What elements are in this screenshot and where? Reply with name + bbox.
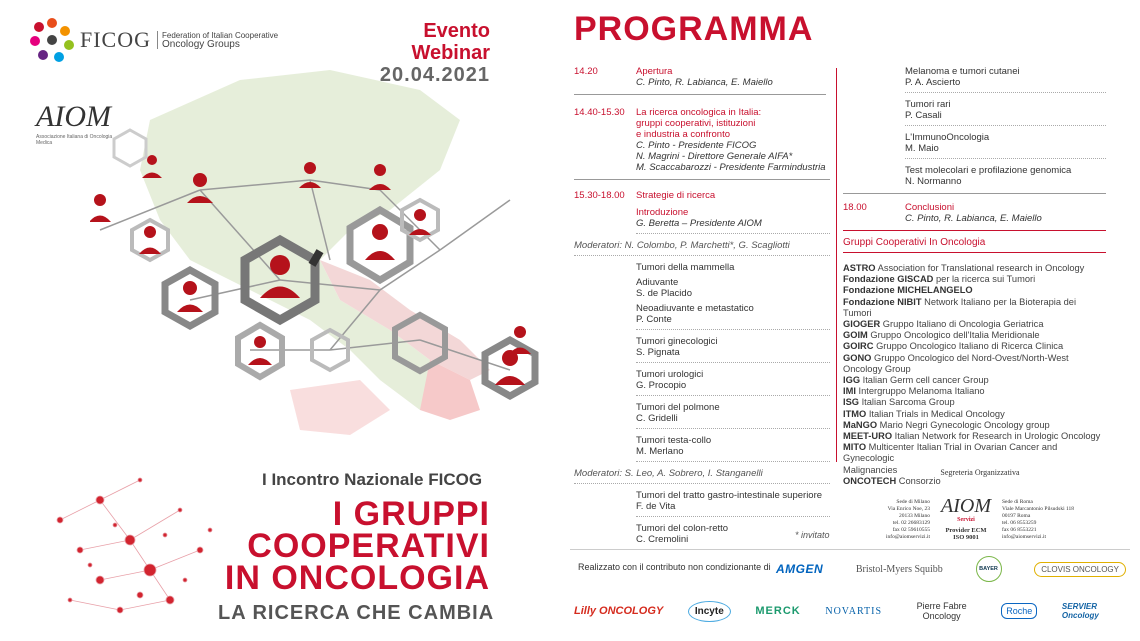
sponsor-lilly: Lilly ONCOLOGY bbox=[574, 605, 664, 617]
program-column-1 bbox=[574, 66, 830, 545]
topic-speaker: P. Casali bbox=[905, 110, 942, 121]
address-line: 20133 Milano bbox=[898, 513, 930, 519]
address-line: tel. 02 26683129 bbox=[892, 520, 930, 526]
address-line: tel. 06 8553259 bbox=[1002, 520, 1037, 526]
webinar-label: Webinar bbox=[411, 42, 490, 64]
gruppi-abbr: MITO bbox=[843, 442, 867, 453]
intro-title: Introduzione bbox=[636, 207, 689, 218]
topic-speaker: C. Cremolini bbox=[636, 534, 689, 545]
gruppi-item bbox=[843, 274, 1106, 285]
divider bbox=[843, 193, 1106, 194]
gruppi-abbr: GOIM bbox=[843, 330, 868, 341]
speaker: N. Magrini - Direttore Generale AIFA* bbox=[636, 151, 793, 162]
gruppi-item bbox=[843, 353, 1106, 364]
session-strategie bbox=[574, 190, 830, 229]
topic-list-1 bbox=[636, 262, 830, 457]
gruppi-name: Gruppo Italiano di Oncologia Geriatrica bbox=[880, 319, 1044, 330]
address-line: fax 02 59610555 bbox=[892, 527, 930, 533]
event-title-line-1: I GRUPPI bbox=[332, 495, 490, 533]
session-time: 18.00 bbox=[843, 202, 867, 213]
topic-speaker: S. de Placido bbox=[636, 288, 692, 299]
gruppi-name: Gruppo Oncologico dell'Italia Meridionale bbox=[867, 330, 1040, 341]
topic-speaker: P. A. Ascierto bbox=[905, 77, 961, 88]
divider bbox=[843, 230, 1106, 231]
gruppi-item bbox=[843, 319, 1106, 330]
gruppi-name: Mario Negri Gynecologic Oncology group bbox=[877, 419, 1050, 430]
gruppi-abbr: ONCOTECH bbox=[843, 475, 897, 486]
aiom-servizi-sub: Servizi bbox=[957, 517, 975, 523]
gruppi-item bbox=[843, 386, 1106, 397]
session-time: 14.40-15.30 bbox=[574, 107, 625, 118]
sponsor-roche: Roche bbox=[1001, 603, 1037, 619]
gruppi-item bbox=[843, 330, 1106, 341]
event-date: 20.04.2021 bbox=[379, 64, 490, 86]
gruppi-abbr: ASTRO bbox=[843, 263, 876, 273]
topic: Tumori rari bbox=[905, 99, 951, 110]
gruppi-name: Intergruppo Melanoma Italiano bbox=[855, 386, 985, 397]
topic-sub: Neoadiuvante e metastatico bbox=[636, 303, 754, 314]
sponsor-bayer: BAYER bbox=[976, 556, 1002, 582]
address-line: fax 06 8553221 bbox=[1002, 527, 1037, 533]
topic-sub: Adiuvante bbox=[636, 277, 679, 288]
sponsor-merck: MERCK bbox=[755, 605, 801, 617]
gruppi-abbr: MaNGO bbox=[843, 419, 878, 430]
gruppi-list bbox=[843, 263, 1106, 487]
person-icon bbox=[139, 226, 161, 254]
gruppi-abbr: Fondazione GISCAD bbox=[843, 274, 934, 285]
ficog-sub-2: Oncology Groups bbox=[162, 39, 240, 50]
topic: L'ImmunoOncologia bbox=[905, 132, 990, 143]
topic-speaker: S. Pignata bbox=[636, 347, 680, 358]
divider bbox=[574, 94, 826, 95]
address-line: Sede di Milano bbox=[896, 499, 930, 505]
session-speakers: C. Pinto, R. Labianca, E. Maiello bbox=[636, 77, 773, 88]
topic: Melanoma e tumori cutanei bbox=[905, 66, 1020, 77]
gruppi-name: Italian Trials in Medical Oncology bbox=[866, 408, 1005, 419]
gruppi-name: Oncology Group bbox=[843, 363, 911, 374]
sponsor-novartis: NOVARTIS bbox=[825, 605, 883, 617]
gruppi-abbr: ITMO bbox=[843, 408, 867, 419]
column-divider bbox=[836, 68, 837, 462]
moderators-2: Moderatori: S. Leo, A. Sobrero, I. Stanganelli bbox=[574, 468, 763, 479]
topic-list-3 bbox=[905, 66, 1106, 187]
gruppi-abbr: IGG bbox=[843, 375, 861, 386]
divider bbox=[636, 428, 830, 429]
divider bbox=[905, 92, 1106, 93]
topic: Tumori del colon-retto bbox=[636, 523, 729, 534]
programma-title: PROGRAMMA bbox=[574, 10, 814, 48]
topic-speaker: F. de Vita bbox=[636, 501, 676, 512]
sponsor-intro: Realizzato con il contributo non condizionante di bbox=[578, 562, 771, 572]
sponsor-bms: Bristol-Myers Squibb bbox=[855, 563, 943, 575]
aiom-servizi-name: AIOM bbox=[941, 495, 991, 517]
evento-label: Evento bbox=[423, 20, 490, 42]
ficog-subtitle bbox=[157, 31, 278, 49]
gruppi-abbr: IMI bbox=[843, 386, 856, 397]
sponsor-amgen: AMGEN bbox=[776, 562, 824, 576]
gruppi-name: Italian Sarcoma Group bbox=[859, 397, 955, 408]
topic: Tumori ginecologici bbox=[636, 336, 718, 347]
gruppi-abbr: Fondazione MICHELANGELO bbox=[843, 285, 973, 296]
session-title-3: e industria a confronto bbox=[636, 129, 731, 140]
session-speakers: C. Pinto, R. Labianca, E. Maiello bbox=[905, 213, 1042, 224]
person-icon bbox=[90, 194, 111, 222]
topic: Tumori urologici bbox=[636, 369, 704, 380]
session-time: 15.30-18.00 bbox=[574, 190, 625, 201]
topic-speaker: P. Conte bbox=[636, 314, 672, 325]
topic-speaker: C. Gridelli bbox=[636, 413, 678, 424]
topic-speaker: M. Maio bbox=[905, 143, 939, 154]
aiom-servizi-logo bbox=[936, 495, 996, 541]
session-title: Conclusioni bbox=[905, 202, 955, 213]
divider bbox=[574, 255, 830, 256]
iso-cert: ISO 9001 bbox=[953, 534, 979, 541]
topic-speaker: M. Merlano bbox=[636, 446, 684, 457]
gruppi-name: Association for Translational research in Oncology bbox=[875, 263, 1085, 273]
topic: Test molecolari e profilazione genomica bbox=[905, 165, 1072, 176]
gruppi-name: Gruppo Oncologico Italiano di Ricerca Clinica bbox=[873, 341, 1064, 352]
gruppi-name: Italian Network for Research in Urologic Oncology bbox=[892, 431, 1101, 442]
address-line: Via Enrico Noe, 23 bbox=[887, 506, 930, 512]
topic: Tumori del polmone bbox=[636, 402, 720, 413]
divider bbox=[636, 461, 830, 462]
gruppi-item bbox=[843, 341, 1106, 352]
gruppi-name: Multicenter Italian Trial in Ovarian Cancer and Gynecologic bbox=[843, 442, 1058, 464]
gruppi-item bbox=[843, 409, 1106, 420]
sponsor-divider bbox=[570, 549, 1130, 550]
sponsor-pierre-fabre: Pierre Fabre Oncology bbox=[916, 601, 967, 621]
person-icon bbox=[177, 281, 203, 312]
address-line: info@aiomservizi.it bbox=[885, 534, 930, 540]
molecule-decoration bbox=[40, 400, 240, 640]
sponsor-row-1 bbox=[776, 559, 1126, 579]
moderators-1: Moderatori: N. Colombo, P. Marchetti*, G. Scagliotti bbox=[574, 240, 790, 251]
gruppi-abbr: GIOGER bbox=[843, 319, 881, 330]
divider bbox=[574, 483, 830, 484]
divider bbox=[636, 233, 830, 234]
gruppi-name: per la ricerca sui Tumori bbox=[933, 274, 1036, 285]
topic: Tumori testa-collo bbox=[636, 435, 712, 446]
gruppi-abbr: MEET-URO bbox=[843, 431, 893, 442]
gruppi-item bbox=[843, 364, 1106, 375]
ficog-name: FICOG bbox=[80, 27, 152, 52]
gruppi-name: Consorzio bbox=[896, 475, 941, 486]
gruppi-abbr: Fondazione NIBIT bbox=[843, 296, 922, 307]
event-title-line-3: IN ONCOLOGIA bbox=[224, 559, 490, 597]
address-line: 00197 Roma bbox=[1002, 513, 1031, 519]
divider bbox=[636, 395, 830, 396]
gruppi-title: Gruppi Cooperativi In Oncologia bbox=[843, 237, 986, 248]
provider-ecm: Provider ECM bbox=[945, 527, 987, 534]
divider bbox=[636, 329, 830, 330]
speaker: M. Scaccabarozzi - Presidente Farmindustria bbox=[636, 162, 826, 173]
gruppi-abbr: GONO bbox=[843, 352, 872, 363]
divider bbox=[905, 125, 1106, 126]
session-title-2: gruppi cooperativi, istituzioni bbox=[636, 118, 756, 129]
topic: Tumori della mammella bbox=[636, 262, 735, 273]
event-edition: I Incontro Nazionale FICOG bbox=[262, 470, 483, 489]
gruppi-abbr: ISG bbox=[843, 397, 860, 408]
gruppi-item bbox=[843, 431, 1106, 442]
segreteria-title: Segreteria Organizzativa bbox=[940, 468, 1020, 477]
ficog-logo-icon bbox=[30, 18, 74, 62]
topic: Tumori del tratto gastro-intestinale superiore bbox=[636, 490, 823, 501]
address-line: info@aiomservizi.it bbox=[1002, 534, 1047, 540]
gruppi-item bbox=[843, 442, 1106, 464]
divider bbox=[905, 158, 1106, 159]
gruppi-name: Italian Germ cell cancer Group bbox=[860, 375, 989, 386]
address-line: Viale Marcantonio Pilsudski 118 bbox=[1002, 506, 1075, 512]
gruppi-item bbox=[843, 285, 1106, 296]
gruppi-item bbox=[843, 375, 1106, 386]
event-title bbox=[224, 495, 490, 597]
map-sicily bbox=[290, 380, 390, 435]
topic-speaker: G. Procopio bbox=[636, 380, 687, 391]
gruppi-abbr: GOIRC bbox=[843, 341, 874, 352]
gruppi-name: Network Italiano per la Bioterapia dei Tumori bbox=[843, 296, 1077, 318]
session-title-1: La ricerca oncologica in Italia: bbox=[636, 107, 762, 118]
sponsor-servier: SERVIER Oncology bbox=[1061, 602, 1099, 620]
session-ricerca bbox=[574, 107, 830, 173]
intro-speaker: G. Beretta – Presidente AIOM bbox=[636, 218, 762, 229]
ficog-logo bbox=[30, 18, 278, 62]
session-conclusioni bbox=[843, 202, 1106, 224]
gruppi-item bbox=[843, 263, 1106, 274]
gruppi-item bbox=[843, 297, 1106, 319]
segreteria-milano bbox=[855, 495, 930, 541]
left-panel bbox=[0, 0, 560, 641]
session-title: Strategie di ricerca bbox=[636, 190, 716, 201]
ficog-sub-1: Federation of Italian Cooperative bbox=[162, 31, 279, 40]
invitato-note: * invitato bbox=[795, 530, 830, 540]
divider bbox=[636, 516, 830, 517]
aiom-name: AIOM bbox=[36, 100, 111, 133]
topic-speaker: N. Normanno bbox=[905, 176, 962, 187]
event-title-line-2: COOPERATIVI bbox=[247, 527, 490, 565]
gruppi-name: Gruppo Oncologico del Nord-Ovest/North-West bbox=[871, 352, 1069, 363]
session-title: Apertura bbox=[636, 66, 673, 77]
sponsor-incyte: Incyte bbox=[688, 601, 731, 622]
sponsor-clovis: CLOVIS ONCOLOGY bbox=[1034, 562, 1126, 577]
address-line: Sede di Roma bbox=[1002, 499, 1033, 505]
gruppi-name: Malignancies bbox=[843, 464, 898, 475]
gruppi-divider bbox=[843, 252, 1106, 253]
segreteria-roma bbox=[1002, 495, 1102, 541]
event-subtitle: LA RICERCA CHE CAMBIA bbox=[218, 602, 495, 624]
session-opening bbox=[574, 66, 830, 88]
gruppi-item bbox=[843, 420, 1106, 431]
sponsor-row-2 bbox=[574, 596, 1122, 626]
session-time: 14.20 bbox=[574, 66, 598, 77]
speaker: C. Pinto - Presidente FICOG bbox=[636, 140, 757, 151]
divider bbox=[636, 362, 830, 363]
divider bbox=[574, 179, 830, 180]
person-icon bbox=[365, 224, 395, 260]
segreteria-block bbox=[855, 468, 1105, 541]
aiom-subtitle: Associazione Italiana di Oncologia Medica bbox=[36, 134, 113, 146]
program-column-2 bbox=[843, 66, 1106, 487]
person-icon bbox=[495, 350, 525, 385]
gruppi-item bbox=[843, 397, 1106, 408]
